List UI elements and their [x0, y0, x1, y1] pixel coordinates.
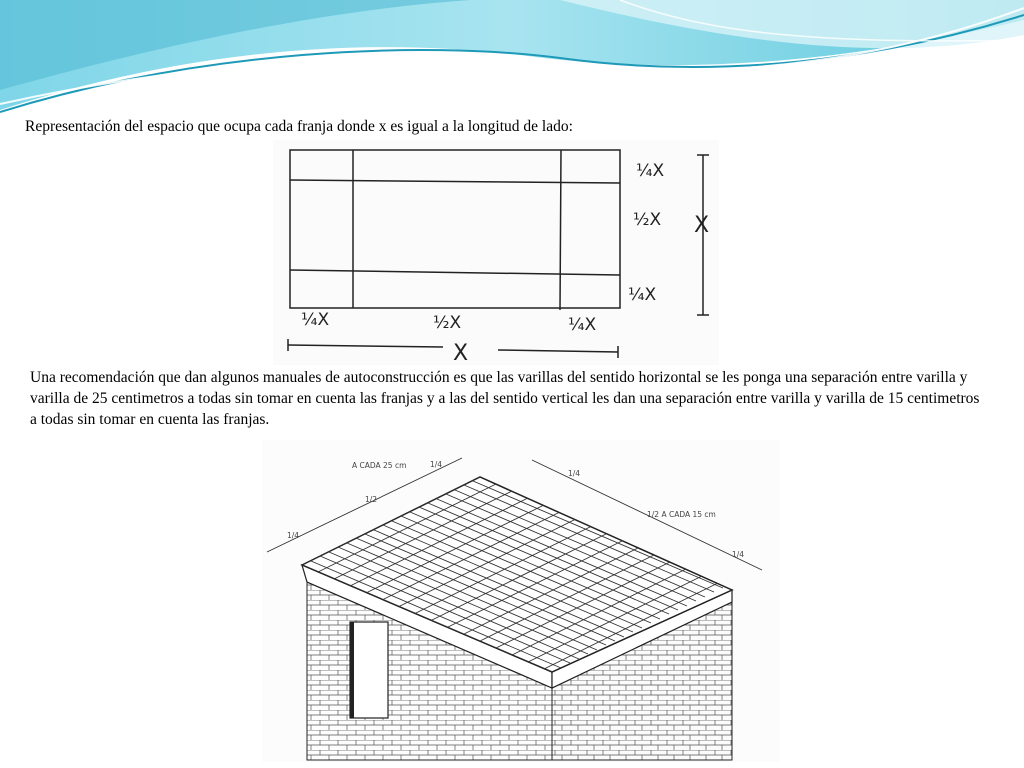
strip-line-bottom [290, 270, 620, 275]
label-top-spacing: A CADA 25 cm [352, 461, 407, 470]
isometric-slab-rebar-drawing [262, 440, 780, 762]
label-half-bottom: ½X [433, 313, 462, 333]
label-quarter-bottom-right: ¼X [568, 315, 597, 335]
recommendation-paragraph: Una recomendación que dan algunos manuales de autoconstrucción es que las varillas del sentido horizontal se les ponga una separación entre varilla y varilla de 25 centimetros a todas sin tomar en cuenta las franjas y a las del sentido vertical les dan una separación entre varilla y varilla de 15 centimetros a todas sin tomar en cuenta las franjas. [30, 369, 980, 428]
label-quarter-bottom-left: ¼X [301, 310, 330, 330]
header-wave-decoration [0, 0, 1024, 120]
slab-outline [290, 150, 620, 308]
label-left-quarter: 1/4 [287, 531, 300, 540]
strip-line-right [560, 150, 561, 310]
label-right-quarter-top: 1/4 [568, 469, 581, 478]
strip-distribution-diagram [273, 140, 719, 365]
label-right-half-spacing: 1/2 A CADA 15 cm [647, 510, 716, 519]
label-top-quarter: 1/4 [430, 460, 443, 469]
strip-line-top [290, 180, 620, 183]
label-quarter-right-bottom: ¼X [628, 285, 657, 305]
label-x-bottom: X [453, 341, 469, 365]
label-half-right: ½X [633, 210, 662, 230]
figure-caption: Representación del espacio que ocupa cada franja donde x es igual a la longitud de lado: [25, 118, 573, 135]
door-opening [350, 622, 388, 718]
dimension-line-horizontal-right [498, 350, 618, 352]
label-right-quarter: 1/4 [732, 550, 745, 559]
label-x-right: X [694, 213, 710, 238]
dimension-line-horizontal-left [288, 345, 443, 347]
label-top-half: 1/2 [365, 495, 378, 504]
label-quarter-right-top: ¼X [636, 161, 665, 181]
